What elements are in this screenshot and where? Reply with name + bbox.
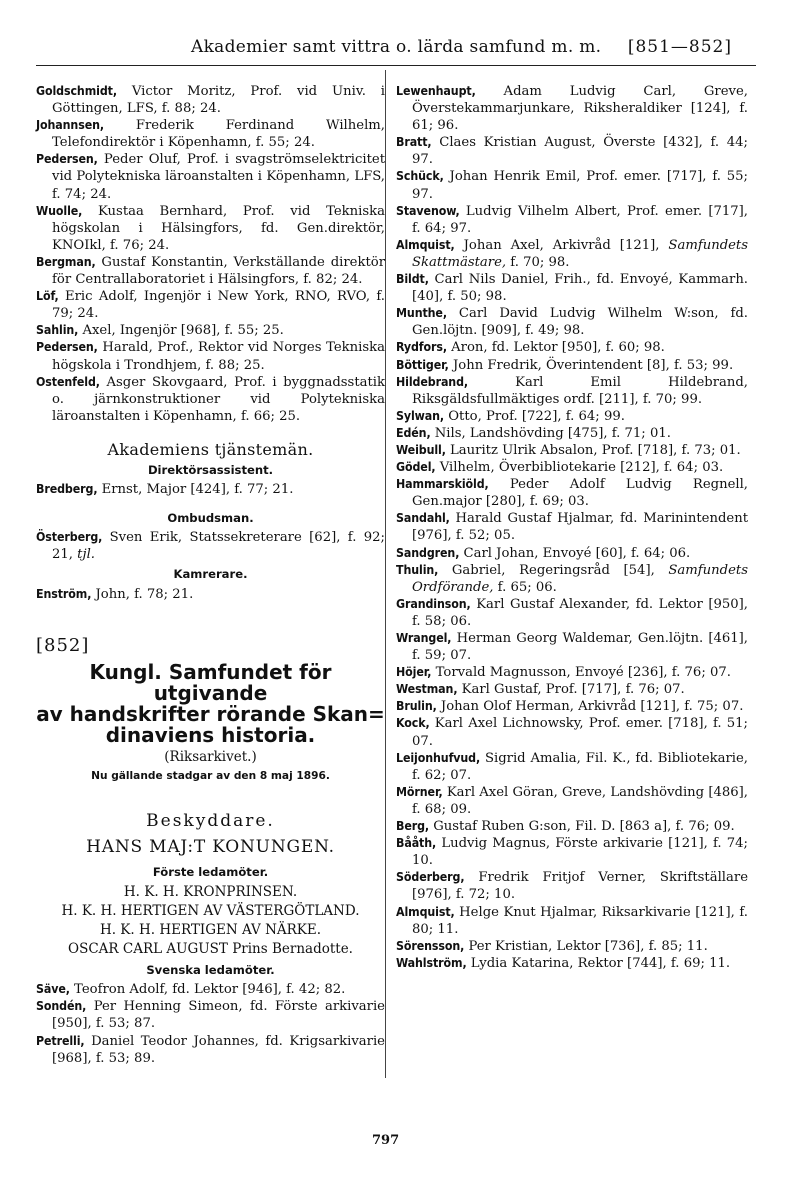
member-entry (396, 904, 748, 938)
member-list-right (396, 83, 748, 972)
entry-name: Hammarskiöld, (396, 477, 489, 492)
royal-member: H. K. H. HERTIGEN AV NÄRKE. (99, 922, 322, 939)
society-title-line: av handskrifter rörande Skan= (36, 701, 385, 726)
entry-text: Peder Adolf Ludvig Regnell, Gen.major [280], f. 69; 03. (412, 477, 748, 510)
member-entry (396, 664, 748, 681)
entry-text: John Fredrik, Överintendent [8], f. 53; 99. (448, 357, 734, 373)
entry-name: Wahlström, (396, 955, 467, 970)
running-header (36, 35, 756, 66)
official-entry (36, 586, 385, 603)
royal-member: OSCAR CARL AUGUST Prins Bernadotte. (68, 941, 353, 958)
entry-text: Adam Ludvig Carl, Greve, Överstekammarjunkare, Riksheraldiker [124], f. 61; 96. (412, 84, 748, 134)
member-entry (396, 476, 748, 510)
entry-name: Weibull, (396, 442, 446, 457)
member-entry (396, 425, 748, 442)
member-entry (36, 998, 385, 1032)
entry-text: Vilhelm, Överbibliotekarie [212], f. 64; 03. (435, 460, 724, 476)
entry-text: Johan Olof Herman, Arkivråd [121], f. 75; 07. (436, 699, 744, 715)
entry-text: Karl Emil Hildebrand, Riksgäldsfullmäktiges ordf. [211], f. 70; 99. (412, 374, 748, 407)
entry-tail: f. 70; 98. (506, 254, 570, 270)
entry-name: Johannsen, (36, 118, 104, 133)
member-entry (396, 168, 748, 202)
entry-name: Thulin, (396, 562, 439, 577)
entry-name: Sandahl, (396, 511, 450, 526)
entry-name: Enström, (36, 586, 92, 601)
entry-name: Söderberg, (396, 870, 465, 885)
entry-name: Lewenhaupt, (396, 84, 476, 98)
entry-name: Wuolle, (36, 203, 83, 218)
member-entry (36, 254, 385, 288)
entry-name: Sörensson, (396, 938, 465, 953)
member-entry (36, 288, 385, 322)
entry-italic: tjl. (72, 547, 95, 563)
member-entry (396, 374, 748, 408)
member-entry (396, 562, 748, 596)
royal-member: H. K. H. KRONPRINSEN. (123, 884, 298, 901)
entry-text: John, f. 78; 21. (91, 586, 194, 602)
official-entry (36, 529, 385, 563)
member-entry (396, 271, 748, 305)
entry-text: Lauritz Ulrik Absalon, Prof. [718], f. 73; 01. (445, 442, 741, 458)
entry-text: Harald, Prof., Rektor vid Norges Tekniska högskola i Trondhjem, f. 88; 25. (52, 340, 385, 373)
entry-name: Sondén, (36, 999, 87, 1014)
entry-italic: Samfundets Ordförande, (412, 562, 748, 595)
entry-text: Karl Gustaf, Prof. [717], f. 76; 07. (457, 682, 685, 698)
entry-text: Gabriel, Regeringsråd [54], (438, 562, 655, 578)
society-title-line: dinaviens historia. (105, 722, 316, 747)
member-entry (36, 322, 385, 339)
entry-name: Leijonhufvud, (396, 750, 481, 765)
member-entry (36, 339, 385, 373)
entry-text: Carl Nils Daniel, Frih., fd. Envoyé, Kammarh. [40], f. 50; 98. (412, 272, 748, 305)
entry-text: Kustaa Bernhard, Prof. vid Tekniska högskolan i Hälsingfors, fd. Gen.direktör, KNOIkl, f. 76; 24. (52, 203, 385, 253)
entry-name: Bratt, (396, 135, 432, 150)
entry-text: Carl David Ludvig Wilhelm W:son, fd. Gen.löjtn. [909], f. 49; 98. (412, 306, 748, 339)
right-column (396, 83, 748, 972)
member-entry (396, 630, 748, 664)
entry-text: Otto, Prof. [722], f. 64; 99. (444, 408, 625, 424)
column-divider (385, 70, 386, 1078)
entry-text: Victor Moritz, Prof. vid Univ. i Göttingen, LFS, f. 88; 24. (52, 84, 385, 117)
member-entry (396, 408, 748, 425)
entry-name: Bååth, (396, 836, 437, 851)
member-entry (396, 305, 748, 339)
header-title: Akademier samt vittra o. lärda samfund m. m. (191, 37, 602, 57)
member-list-top (36, 83, 385, 425)
entry-text: Gustaf Ruben G:son, Fil. D. [863 a], f. 76; 09. (429, 819, 735, 835)
entry-text: Harald Gustaf Hjalmar, fd. Marinintendent [976], f. 52; 05. (412, 511, 748, 544)
entry-text: Johan Axel, Arkivråd [121], (454, 237, 660, 253)
entry-name: Munthe, (396, 306, 447, 321)
entry-text: Ludvig Vilhelm Albert, Prof. emer. [717], f. 64; 97. (412, 203, 748, 236)
subheading-director: Direktörsassistent. (147, 462, 274, 477)
entry-text: Asger Skovgaard, Prof. i byggnadsstatik o. järnkonstruktioner vid Polytekniska läroanstalten i Köpenhamn, f. 66; 25. (52, 374, 385, 424)
left-column (36, 83, 385, 1067)
entry-name: Wrangel, (396, 631, 452, 645)
section-number: [852] (36, 634, 90, 656)
entry-name: Kock, (396, 716, 430, 731)
subheading-ombudsman: Ombudsman. (167, 511, 254, 526)
entry-name: Sandgren, (396, 545, 460, 560)
subheading-swedish-members: Svenska ledamöter. (146, 963, 275, 978)
entry-name: Ostenfeld, (36, 374, 100, 389)
society-title (36, 659, 385, 747)
entry-name: Almquist, (396, 904, 455, 919)
entry-name: Schück, (396, 169, 444, 184)
entry-text: Axel, Ingenjör [968], f. 55; 25. (78, 323, 284, 339)
member-entry (396, 818, 748, 835)
entry-text: Carl Johan, Envoyé [60], f. 64; 06. (459, 545, 691, 561)
subheading-first-members: Förste ledamöter. (152, 865, 269, 880)
entry-name: Goldschmidt, (36, 84, 117, 98)
member-entry (396, 510, 748, 544)
entry-name: Grandinson, (396, 596, 471, 611)
entry-text: Torvald Magnusson, Envoyé [236], f. 76; 07. (431, 665, 731, 681)
entry-text: Sigrid Amalia, Fil. K., fd. Bibliotekarie, f. 62; 07. (412, 750, 748, 783)
entry-name: Westman, (396, 682, 458, 697)
entry-text: Karl Axel Lichnowsky, Prof. emer. [718], f. 51; 07. (412, 716, 748, 749)
entry-name: Berg, (396, 819, 430, 834)
entry-text: Herman Georg Waldemar, Gen.löjtn. [461], f. 59; 07. (412, 631, 748, 664)
entry-text: Sven Erik, Statssekreterare [62], f. 92; 21, (52, 530, 385, 563)
entry-text: Fredrik Fritjof Verner, Skriftställare [976], f. 72; 10. (412, 870, 748, 903)
entry-text: Peder Oluf, Prof. i svagströmselektricitet vid Polytekniska läroanstalten i Köpenhamn, LFS, f. 74; 24. (52, 152, 385, 202)
entry-name: Österberg, (36, 530, 103, 545)
society-title-line: Kungl. Samfundet för utgivande (89, 659, 332, 705)
entry-text: Claes Kristian August, Överste [432], f. 44; 97. (412, 135, 748, 168)
entry-text: Per Kristian, Lektor [736], f. 85; 11. (464, 938, 708, 954)
member-list-bottom (36, 981, 385, 1066)
header-section-range: [851—852] (627, 37, 732, 57)
member-entry (36, 1033, 385, 1067)
protector-heading: Beskyddare. (146, 810, 275, 831)
entry-text: Gustaf Konstantin, Verkställande direktör för Centrallaboratoriet i Hälsingfors, f. 82; 24. (52, 254, 385, 288)
entry-name: Bredberg, (36, 482, 98, 497)
entry-tail: f. 65; 06. (493, 579, 557, 595)
member-entry (396, 698, 748, 715)
entry-name: Säve, (36, 982, 70, 997)
member-entry (396, 339, 748, 356)
entry-name: Hildebrand, (396, 374, 469, 389)
member-entry (396, 357, 748, 374)
entry-text: Karl Gustaf Alexander, fd. Lektor [950], f. 58; 06. (412, 596, 748, 629)
member-entry (396, 545, 748, 562)
entry-name: Höjer, (396, 665, 432, 680)
entry-name: Brulin, (396, 699, 437, 714)
entry-name: Sylwan, (396, 408, 445, 423)
entry-text: Per Henning Simeon, fd. Förste arkivarie [950], f. 53; 87. (52, 999, 385, 1032)
member-entry (396, 938, 748, 955)
member-entry (36, 151, 385, 202)
member-entry (36, 374, 385, 425)
entry-name: Pedersen, (36, 152, 98, 167)
entry-name: Mörner, (396, 784, 443, 799)
member-entry (396, 681, 748, 698)
member-entry (396, 715, 748, 749)
entry-name: Bildt, (396, 272, 429, 287)
entry-name: Sahlin, (36, 323, 79, 338)
entry-italic: Samfundets Skattmästare, (412, 237, 749, 270)
royal-members (36, 883, 385, 959)
entry-name: Almquist, (396, 237, 455, 252)
entry-text: Karl Axel Göran, Greve, Landshövding [486], f. 68; 09. (412, 784, 748, 817)
entry-name: Löf, (36, 289, 59, 304)
entry-text: Daniel Teodor Johannes, fd. Krigsarkivarie [968], f. 53; 89. (52, 1033, 385, 1066)
entry-text: Johan Henrik Emil, Prof. emer. [717], f. 55; 97. (412, 169, 748, 202)
entry-text: Nils, Landshövding [475], f. 71; 01. (430, 425, 671, 441)
entry-name: Böttiger, (396, 357, 449, 372)
entry-text: Helge Knut Hjalmar, Riksarkivarie [121], f. 80; 11. (412, 904, 748, 937)
member-entry (396, 442, 748, 459)
member-entry (396, 83, 748, 134)
entry-text: Eric Adolf, Ingenjör i New York, RNO, RVO, f. 79; 24. (52, 289, 385, 322)
member-entry (396, 203, 748, 237)
member-entry (396, 134, 748, 168)
entry-text: Lydia Katarina, Rektor [744], f. 69; 11. (466, 955, 731, 971)
entry-name: Bergman, (36, 254, 96, 269)
member-entry (396, 459, 748, 476)
member-entry (36, 83, 385, 117)
member-entry (396, 596, 748, 630)
member-entry (36, 117, 385, 151)
statute-note: Nu gällande stadgar av den 8 maj 1896. (91, 769, 330, 782)
entry-name: Gödel, (396, 460, 436, 475)
member-entry (36, 981, 385, 998)
entry-name: Pedersen, (36, 340, 98, 355)
entry-text: Frederik Ferdinand Wilhelm, Telefondirektör i Köpenhamn, f. 55; 24. (52, 118, 385, 151)
member-entry (396, 784, 748, 818)
officials-heading: Akademiens tjänstemän. (107, 439, 314, 459)
member-entry (396, 955, 748, 972)
royal-member: H. K. H. HERTIGEN AV VÄSTERGÖTLAND. (61, 903, 360, 920)
entry-text: Ludvig Magnus, Förste arkivarie [121], f. 74; 10. (412, 836, 748, 869)
entry-name: Petrelli, (36, 1033, 85, 1048)
member-entry (396, 835, 748, 869)
entry-text: Aron, fd. Lektor [950], f. 60; 98. (446, 340, 665, 356)
entry-name: Stavenow, (396, 203, 460, 218)
entry-text: Teofron Adolf, fd. Lektor [946], f. 42; 82. (69, 982, 346, 998)
member-entry (396, 750, 748, 784)
entry-text: Ernst, Major [424], f. 77; 21. (97, 482, 294, 498)
protector-name: HANS MAJ:T KONUNGEN. (86, 837, 335, 857)
member-entry (396, 869, 748, 903)
entry-name: Rydfors, (396, 340, 447, 355)
official-entry (36, 481, 385, 498)
page-number: 797 (372, 1133, 400, 1148)
member-entry (396, 237, 748, 271)
entry-name: Edén, (396, 425, 431, 440)
member-entry (36, 203, 385, 254)
subheading-treasurer: Kamrerare. (173, 567, 248, 582)
society-location: (Riksarkivet.) (164, 748, 257, 765)
